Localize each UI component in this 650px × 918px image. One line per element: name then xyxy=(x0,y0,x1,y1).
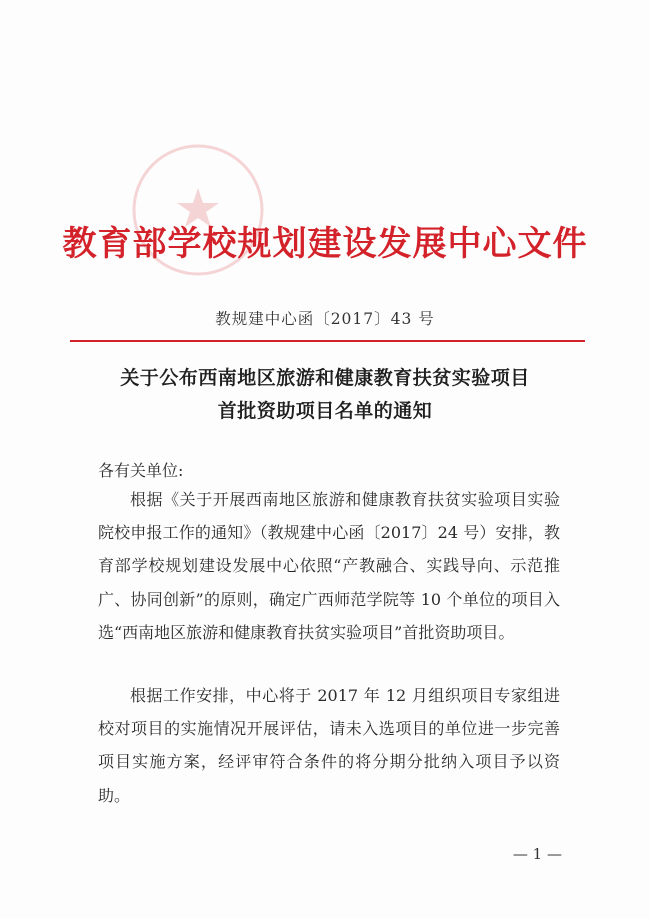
page-number: — 1 — xyxy=(512,845,562,863)
header-divider xyxy=(70,340,585,342)
issuer-header: 教育部学校规划建设发展中心文件 xyxy=(62,224,588,264)
body-paragraph-1: 根据《关于开展西南地区旅游和健康教育扶贫实验项目实验院校申报工作的通知》（教规建中心函〔2017〕24 号）安排，教育部学校规划建设发展中心依照“产教融合、实践导向、示范推广、协同创新”的原则，确定广西师范学院等 10 个单位的项目入选“西南地区旅游和健康教育扶贫实验项目”首批资助项目。 xyxy=(98,490,560,642)
body-paragraph-2: 根据工作安排，中心将于 2017 年 12 月组织项目专家组进校对项目的实施情况开展评估，请未入选项目的单位进一步完善项目实施方案，经评审符合条件的将分期分批纳入项目予以资助。 xyxy=(98,686,560,805)
document-title-line-2: 首批资助项目名单的通知 xyxy=(217,400,433,422)
salutation: 各有关单位: xyxy=(98,461,184,480)
document-title-line-1: 关于公布西南地区旅游和健康教育扶贫实验项目 xyxy=(120,367,530,389)
document-number: 教规建中心函〔2017〕43 号 xyxy=(215,310,435,328)
